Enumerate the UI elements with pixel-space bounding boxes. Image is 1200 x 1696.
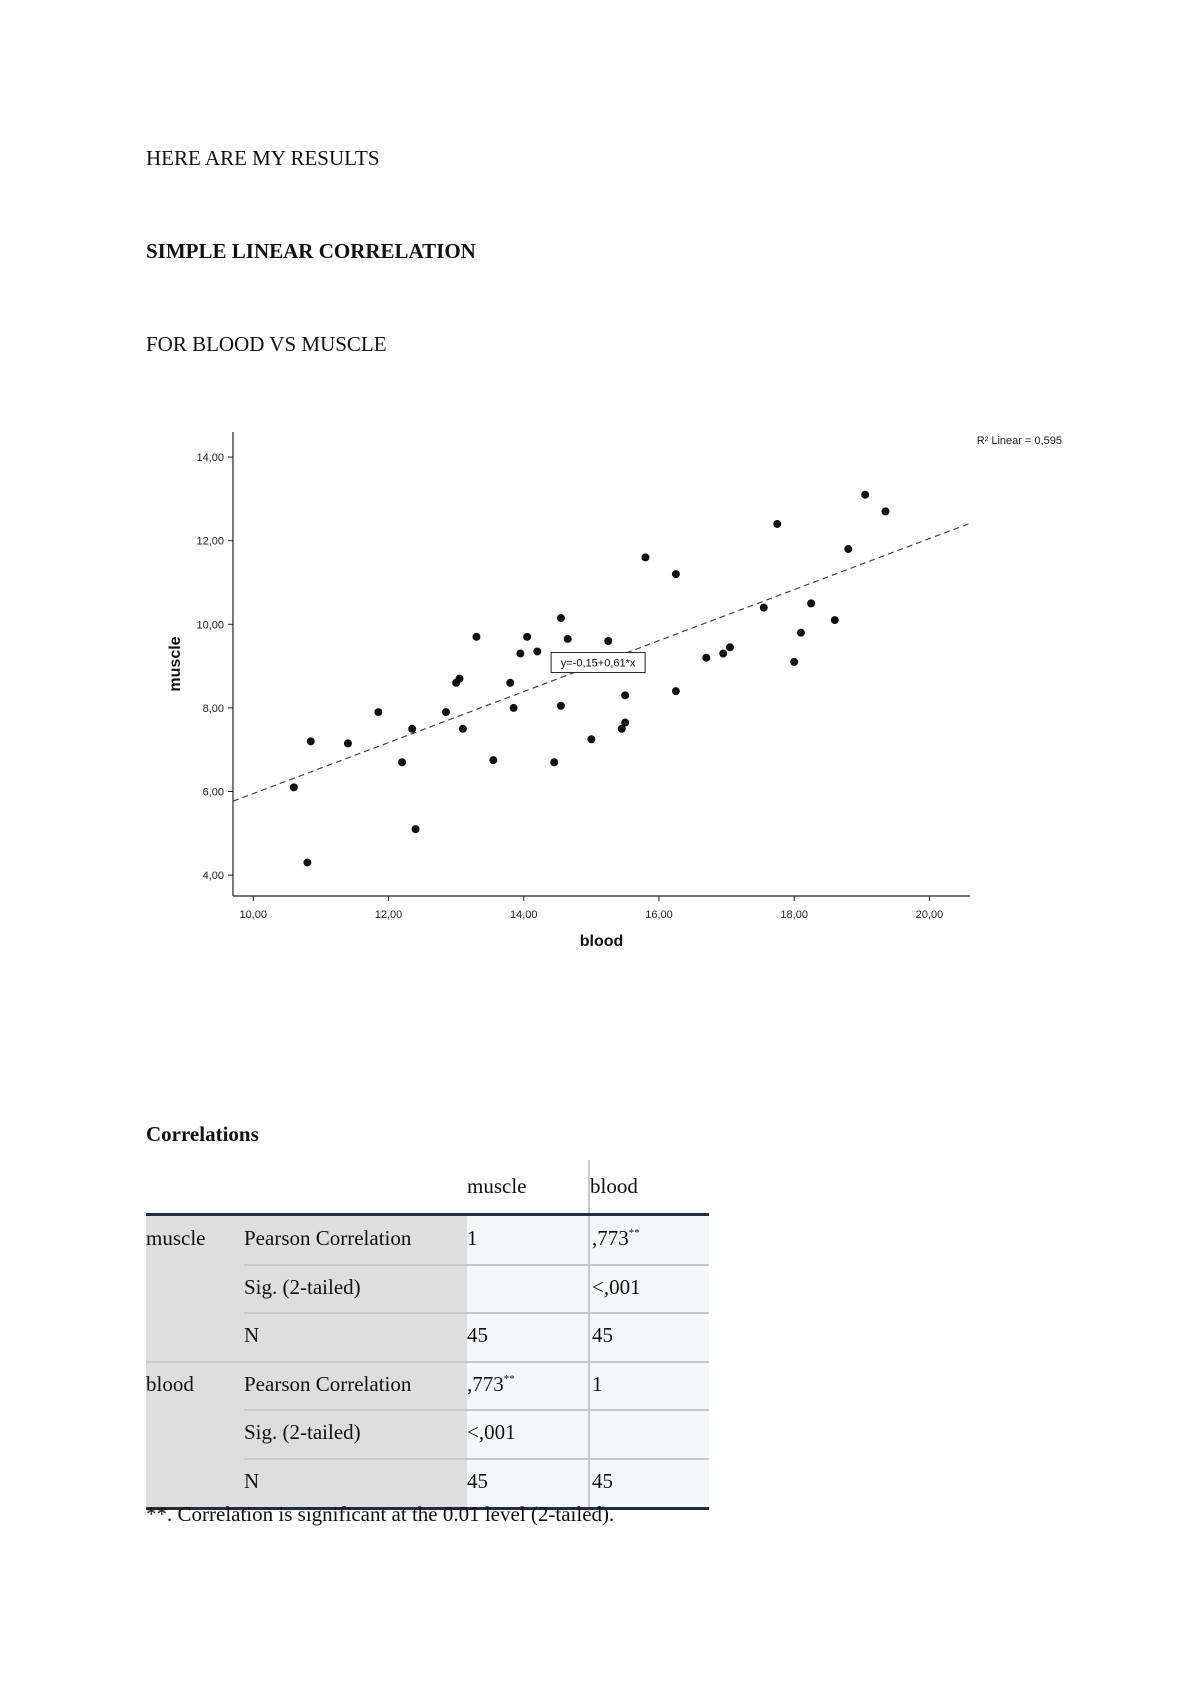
chart-axes [196,432,970,921]
section-subheading: FOR BLOOD VS MUSCLE [146,332,387,356]
data-point [672,687,680,695]
data-point [807,599,815,607]
data-point [621,719,629,727]
data-point [702,654,710,662]
x-tick-label: 20,00 [915,909,944,921]
x-tick-label: 16,00 [645,909,673,921]
row-group-blood: blood [146,1371,194,1396]
data-point [641,553,649,561]
fit-equation: y=-0,15+0,61*x [560,657,636,670]
data-point [557,702,565,710]
data-point [831,616,839,624]
cell-muscle: 45 [467,1323,488,1347]
data-point [398,758,406,766]
row-stat-label: Sig. (2-tailed) [244,1274,361,1299]
data-point [881,507,889,515]
cell-muscle: 45 [467,1468,488,1493]
data-point [472,633,480,641]
data-point [564,635,572,643]
significance-marker: ** [503,1372,515,1385]
row-separator [244,1458,709,1460]
data-points [290,491,890,867]
cell-blood: <,001 [592,1274,641,1299]
correlations-table [146,1160,709,1506]
column-header-blood: blood [590,1174,638,1198]
correlations-title: Correlations [146,1122,259,1146]
data-point [303,859,311,867]
data-point [408,725,416,733]
row-separator [244,1409,709,1411]
data-point [442,708,450,716]
data-point [844,545,852,553]
row-stat-label: Pearson Correlation [244,1371,412,1396]
y-axis-label: muscle [167,636,184,692]
data-point [719,650,727,658]
data-point [550,758,558,766]
cell-blood: ,773** [592,1226,640,1250]
cell-muscle: ,773** [467,1371,515,1396]
row-stat-label: N [244,1468,260,1493]
data-point [760,604,768,612]
data-point [523,633,531,641]
cell-blood: 45 [592,1468,613,1493]
data-point [790,658,798,666]
data-point [726,643,734,651]
y-tick-label: 6,00 [202,786,224,799]
y-tick-label: 12,00 [196,535,224,548]
data-point [797,629,805,637]
data-point [516,650,524,658]
section-heading: SIMPLE LINEAR CORRELATION [146,239,476,263]
data-point [773,520,781,528]
column-header-muscle: muscle [467,1174,527,1198]
row-stat-label: Sig. (2-tailed) [244,1420,361,1444]
data-point [672,570,680,578]
x-tick-label: 18,00 [780,909,808,921]
intro-text: HERE ARE MY RESULTS [146,146,380,170]
row-separator [244,1264,709,1266]
data-point [587,735,595,743]
data-point [506,679,514,687]
data-point [604,637,612,645]
x-axis-label: blood [579,933,624,950]
row-group-muscle: muscle [146,1226,206,1250]
cell-muscle: 1 [467,1226,478,1250]
data-point [344,739,352,747]
row-separator [244,1312,709,1314]
cell-blood: 1 [592,1371,603,1396]
data-point [533,647,541,655]
data-point [459,725,467,733]
data-point [374,708,382,716]
cell-blood: 45 [592,1323,613,1347]
row-separator [146,1361,709,1363]
x-tick-label: 12,00 [374,909,403,921]
data-point [290,783,298,791]
y-tick-label: 4,00 [202,870,224,883]
x-tick-label: 14,00 [509,909,538,921]
table-top-rule [146,1213,709,1216]
data-point [510,704,518,712]
data-point [412,825,420,833]
y-tick-label: 10,00 [196,619,224,632]
data-point [861,491,869,499]
y-tick-label: 8,00 [202,702,224,715]
r2-label: R² Linear = 0,595 [976,435,1062,447]
data-point [456,675,464,683]
chart-labels [167,435,1062,950]
row-stat-label: Pearson Correlation [244,1226,412,1250]
table-footnote: **. Correlation is significant at the 0.01 level (2-tailed). [146,1502,615,1526]
significance-marker: ** [628,1227,640,1239]
x-tick-label: 10,00 [239,909,268,921]
data-point [489,756,497,764]
y-tick-label: 14,00 [196,452,224,465]
row-stat-label: N [244,1323,260,1347]
data-point [621,691,629,699]
cell-muscle: <,001 [467,1420,516,1444]
scatter-chart [150,420,1070,960]
data-point [557,614,565,622]
data-point [307,737,315,745]
